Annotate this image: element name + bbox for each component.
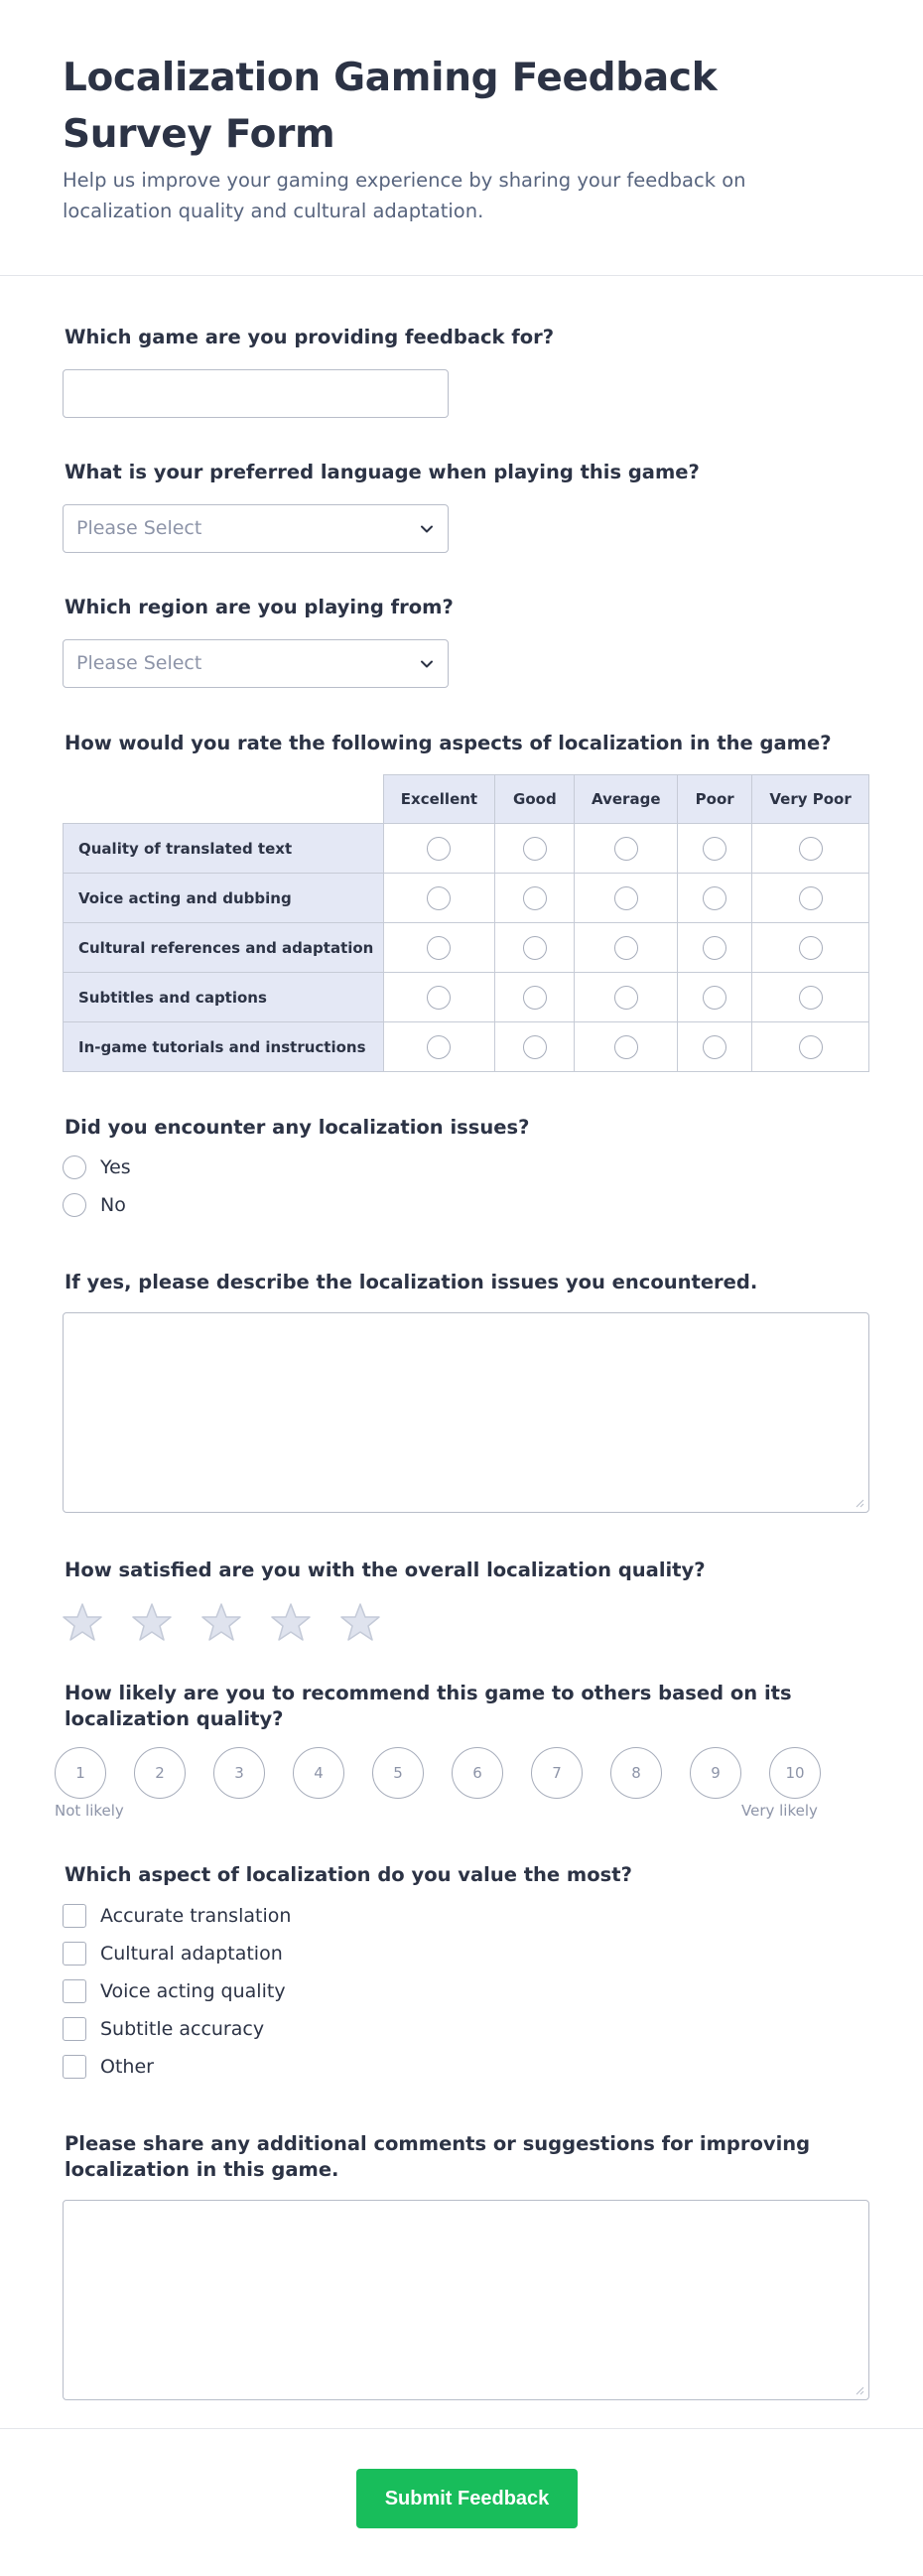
checkbox-option[interactable] (63, 2010, 632, 2048)
chevron-down-icon (418, 655, 436, 673)
option-no[interactable] (63, 1186, 529, 1224)
question-issue-description (63, 1270, 869, 1513)
rating-radio[interactable] (799, 837, 823, 861)
radio-no[interactable] (63, 1193, 86, 1217)
question-label: Which aspect of localization do you value the most? (65, 1863, 632, 1886)
submit-button[interactable]: Submit Feedback (356, 2469, 578, 2528)
checkbox[interactable] (63, 1942, 86, 1966)
option-label: Yes (100, 1156, 131, 1178)
rating-radio[interactable] (427, 837, 451, 861)
checkbox-option[interactable] (63, 1935, 632, 1972)
star-icon[interactable] (271, 1602, 311, 1642)
page-title: Localization Gaming Feedback Survey Form (63, 56, 718, 157)
rating-radio[interactable] (799, 1035, 823, 1059)
star-rating (63, 1602, 706, 1642)
rating-radio[interactable] (523, 1035, 547, 1059)
question-valued-aspect (63, 1862, 632, 2086)
question-label: Please share any additional comments or suggestions for improving localization in this game. (65, 2132, 811, 2181)
checkbox-option[interactable] (63, 1897, 632, 1935)
rating-radio[interactable] (703, 886, 726, 910)
rating-radio[interactable] (799, 936, 823, 960)
matrix-col-header: Poor (678, 775, 752, 824)
question-label: If yes, please describe the localization issues you encountered. (65, 1271, 758, 1293)
scale-option[interactable]: 8 (610, 1747, 662, 1799)
rating-radio[interactable] (523, 886, 547, 910)
rating-radio[interactable] (614, 1035, 638, 1059)
rating-radio[interactable] (614, 837, 638, 861)
question-label: Which game are you providing feedback for? (65, 326, 555, 348)
checkbox[interactable] (63, 1904, 86, 1928)
question-comments (63, 2131, 869, 2400)
matrix-row (64, 824, 869, 874)
scale-option[interactable]: 7 (531, 1747, 583, 1799)
question-label: Which region are you playing from? (65, 596, 454, 618)
resize-grip-icon[interactable] (855, 2385, 864, 2395)
scale-option[interactable]: 5 (372, 1747, 424, 1799)
checkbox[interactable] (63, 1979, 86, 2003)
matrix-row-label: Quality of translated text (64, 824, 384, 874)
page-subtitle: Help us improve your gaming experience by sharing your feedback on localization quality and cultural adaptation. (63, 169, 746, 222)
select-placeholder: Please Select (76, 517, 202, 539)
scale-option[interactable]: 2 (134, 1747, 186, 1799)
rating-radio[interactable] (703, 837, 726, 861)
region-select[interactable] (63, 639, 449, 688)
star-icon[interactable] (201, 1602, 241, 1642)
rating-radio[interactable] (799, 886, 823, 910)
star-icon[interactable] (132, 1602, 172, 1642)
question-recommend (55, 1681, 868, 1820)
rating-radio[interactable] (799, 986, 823, 1010)
option-label: Cultural adaptation (100, 1943, 283, 1965)
option-label: No (100, 1194, 126, 1216)
question-language (63, 460, 700, 553)
checkbox-option[interactable] (63, 1972, 632, 2010)
question-rating-matrix (63, 731, 869, 1072)
question-label: Did you encounter any localization issues? (65, 1116, 530, 1139)
question-game (63, 325, 554, 418)
option-yes[interactable] (63, 1149, 529, 1186)
rating-radio[interactable] (614, 986, 638, 1010)
issues-textarea[interactable] (63, 1312, 869, 1513)
rating-radio[interactable] (523, 936, 547, 960)
question-satisfaction (63, 1558, 706, 1642)
game-input[interactable] (63, 369, 449, 418)
rating-radio[interactable] (614, 936, 638, 960)
scale-option[interactable]: 9 (690, 1747, 741, 1799)
matrix-row-label: Subtitles and captions (64, 973, 384, 1022)
rating-radio[interactable] (703, 1035, 726, 1059)
matrix-row-label: Cultural references and adaptation (64, 923, 384, 973)
rating-radio[interactable] (523, 837, 547, 861)
rating-radio[interactable] (427, 986, 451, 1010)
scale-option[interactable]: 6 (452, 1747, 503, 1799)
question-label: What is your preferred language when playing this game? (65, 461, 700, 483)
option-label: Voice acting quality (100, 1980, 286, 2002)
matrix-col-header: Good (495, 775, 575, 824)
matrix-row (64, 1022, 869, 1072)
matrix-col-header: Average (575, 775, 678, 824)
rating-matrix (63, 774, 869, 1072)
comments-textarea[interactable] (63, 2200, 869, 2400)
matrix-col-header: Excellent (383, 775, 495, 824)
scale-option[interactable]: 3 (213, 1747, 265, 1799)
radio-yes[interactable] (63, 1155, 86, 1179)
matrix-corner (64, 775, 384, 824)
question-issues (63, 1115, 529, 1224)
star-icon[interactable] (340, 1602, 380, 1642)
rating-radio[interactable] (703, 986, 726, 1010)
matrix-col-header: Very Poor (752, 775, 869, 824)
scale-max-label: Very likely (741, 1802, 818, 1820)
checkbox-option[interactable] (63, 2048, 632, 2086)
option-label: Subtitle accuracy (100, 2018, 265, 2040)
question-label: How would you rate the following aspects of localization in the game? (65, 732, 832, 754)
matrix-row-label: In-game tutorials and instructions (64, 1022, 384, 1072)
rating-radio[interactable] (427, 886, 451, 910)
matrix-row (64, 874, 869, 923)
question-region (63, 595, 454, 688)
rating-radio[interactable] (427, 1035, 451, 1059)
rating-radio[interactable] (523, 986, 547, 1010)
scale-option[interactable]: 10 (769, 1747, 821, 1799)
checkbox[interactable] (63, 2055, 86, 2079)
select-placeholder: Please Select (76, 652, 202, 674)
rating-radio[interactable] (614, 886, 638, 910)
question-label: How satisfied are you with the overall localization quality? (65, 1559, 706, 1581)
rating-radio[interactable] (703, 936, 726, 960)
matrix-row-label: Voice acting and dubbing (64, 874, 384, 923)
language-select[interactable] (63, 504, 449, 553)
form-header (0, 0, 923, 276)
matrix-row (64, 923, 869, 973)
scale-option[interactable]: 1 (55, 1747, 106, 1799)
matrix-row (64, 973, 869, 1022)
star-icon[interactable] (63, 1602, 102, 1642)
footer-divider (0, 2428, 923, 2429)
option-label: Other (100, 2056, 154, 2078)
checkbox[interactable] (63, 2017, 86, 2041)
resize-grip-icon[interactable] (855, 1498, 864, 1508)
recommend-scale (55, 1747, 868, 1799)
option-label: Accurate translation (100, 1905, 292, 1927)
question-label: How likely are you to recommend this game to others based on its localization quality? (65, 1682, 792, 1730)
chevron-down-icon (418, 520, 436, 538)
rating-radio[interactable] (427, 936, 451, 960)
scale-min-label: Not likely (55, 1802, 124, 1820)
scale-option[interactable]: 4 (293, 1747, 344, 1799)
